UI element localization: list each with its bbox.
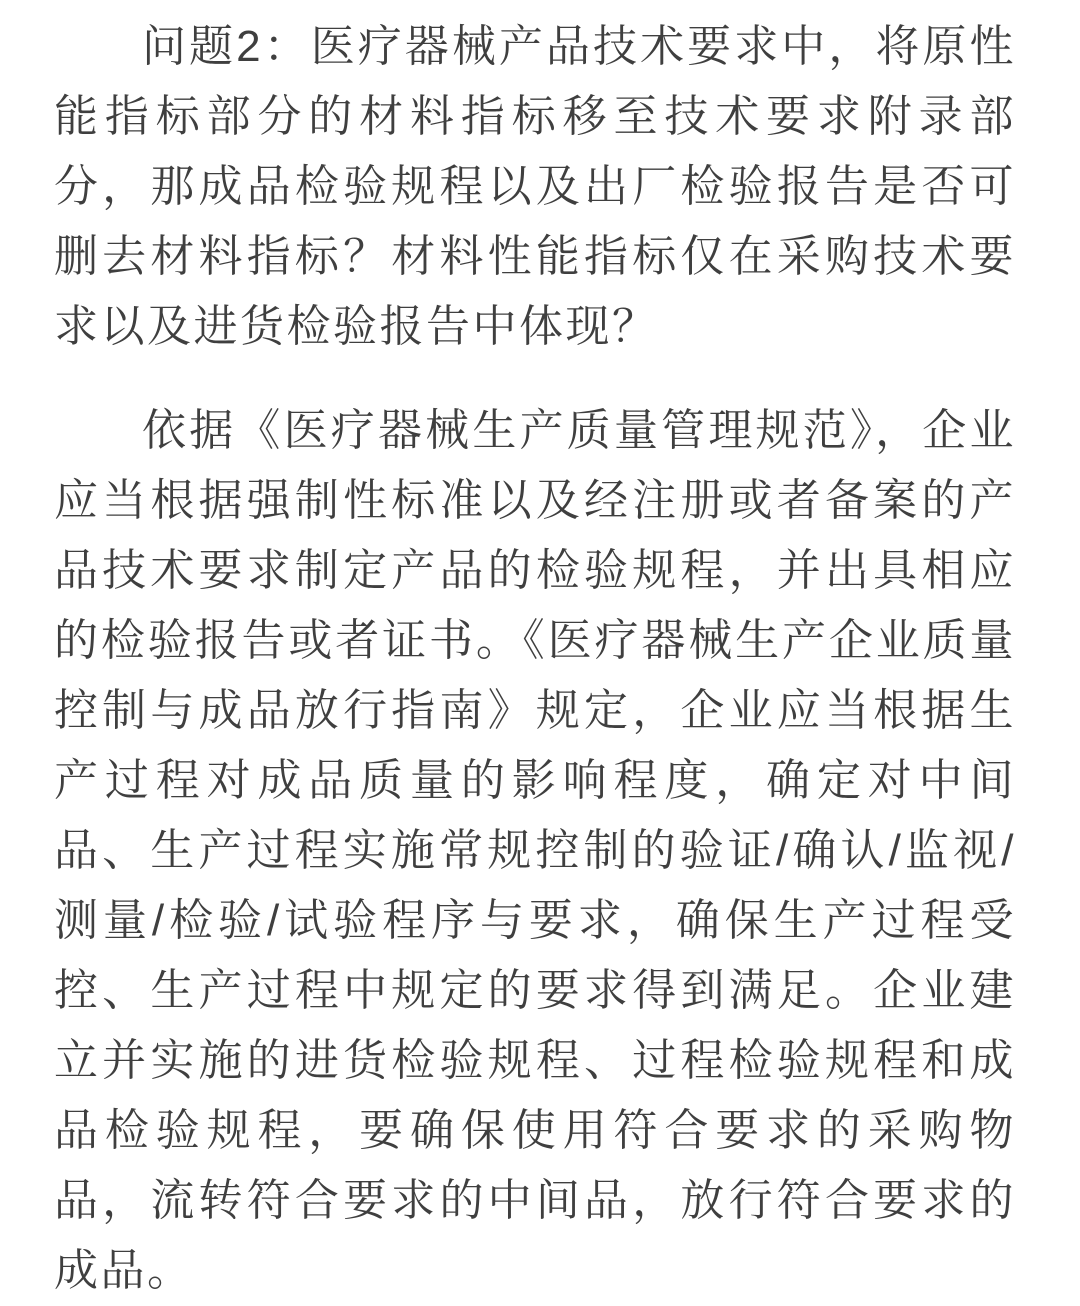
question-paragraph: 问题2：医疗器械产品技术要求中，将原性能指标部分的材料指标移至技术要求附录部分，那成品检验规程以及出厂检验报告是否可删去材料指标？材料性能指标仅在采购技术要求以及进货检验报告中体现？ (54, 22, 1016, 351)
answer-paragraph: 依据《医疗器械生产质量管理规范》，企业应当根据强制性标准以及经注册或者备案的产品技术要求制定产品的检验规程，并出具相应的检验报告或者证书。《医疗器械生产企业质量控制与成品放行指南》规定，企业应当根据生产过程对成品质量的影响程度，确定对中间品、生产过程实施常规控制的验证/确认/监视/测量/检验/试验程序与要求，确保生产过程受控、生产过程中规定的要求得到满足。企业建立并实施的进货检验规程、过程检验规程和成品检验规程，要确保使用符合要求的采购物品，流转符合要求的中间品，放行符合要求的成品。 (54, 406, 1016, 1295)
